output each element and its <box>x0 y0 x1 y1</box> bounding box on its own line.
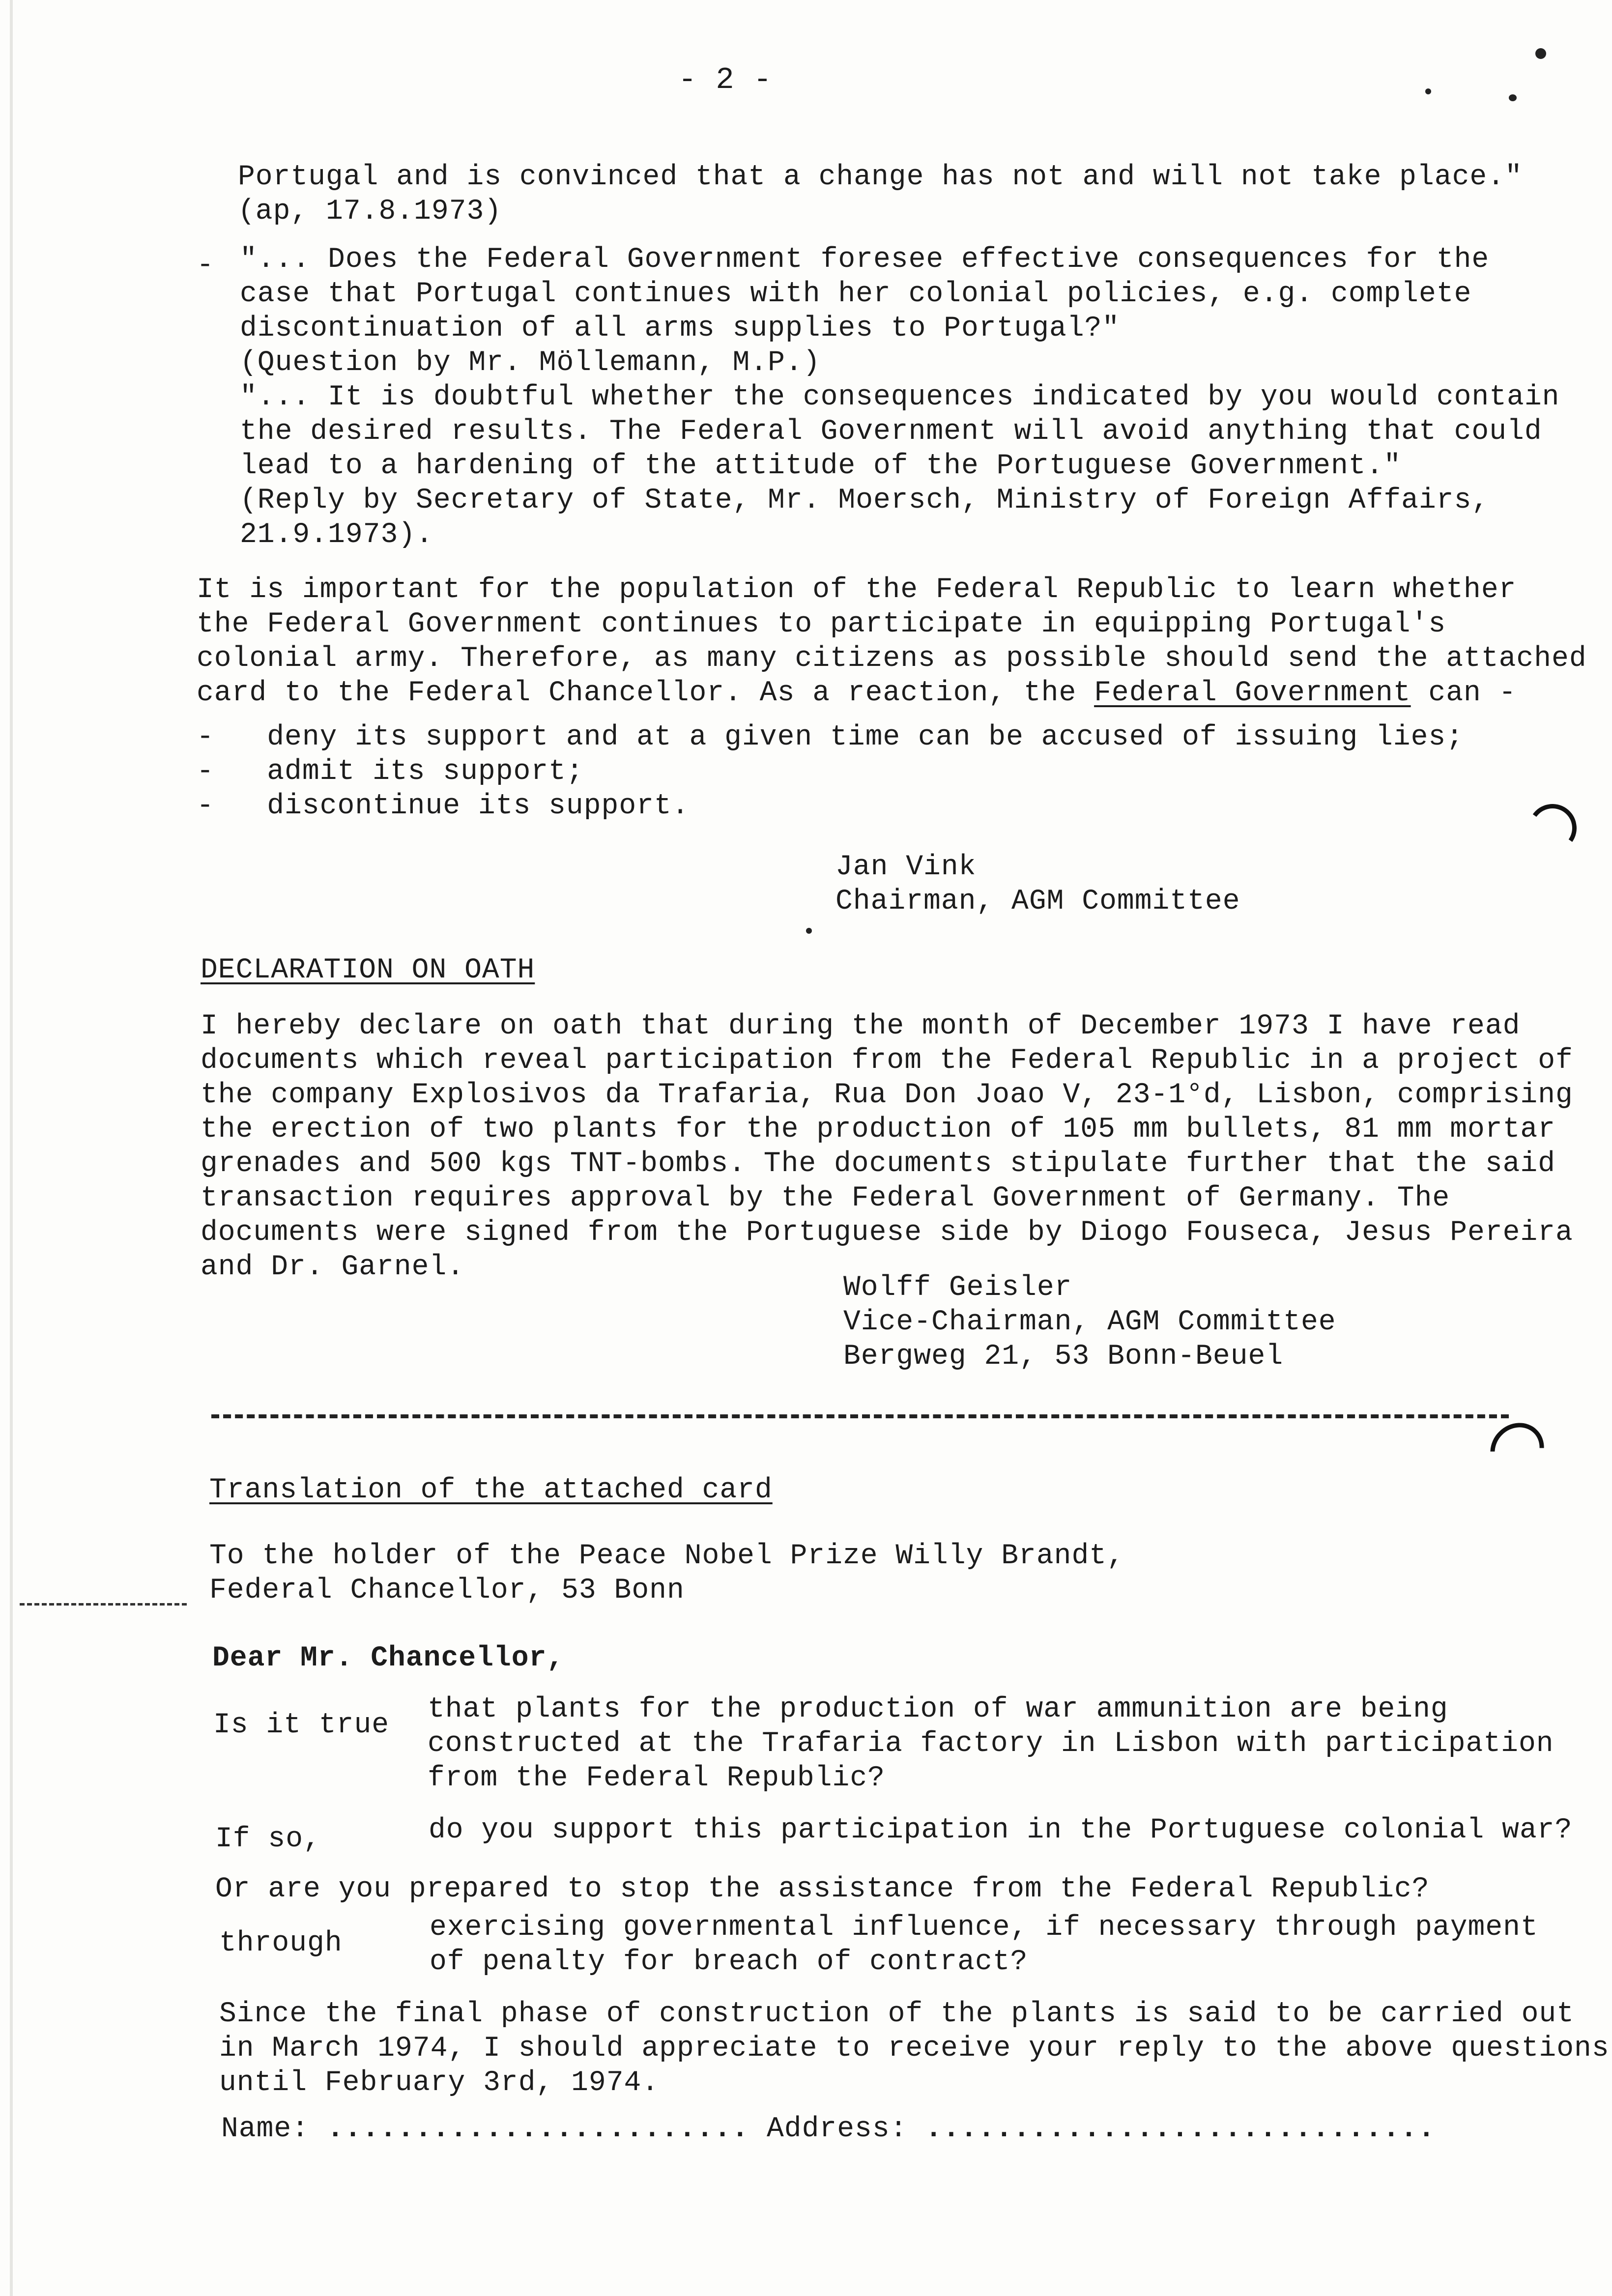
closing-line: until February 3rd, 1974. <box>219 2067 660 2099</box>
question-line: discontinuation of all arms supplies to Portugal?" <box>240 313 1120 344</box>
punch-hole-mark <box>1525 800 1581 856</box>
ink-speck <box>1535 48 1546 59</box>
q1-line: from the Federal Republic? <box>428 1762 885 1794</box>
signatory-name: Jan Vink <box>835 851 977 883</box>
signature-wolff-geisler <box>843 1271 1336 1374</box>
underlined-federal-government: Federal Government <box>1094 677 1411 709</box>
closing-line: in March 1974, I should appreciate to receive your reply to the above questions <box>219 2033 1610 2065</box>
dashed-separator <box>211 1414 1509 1418</box>
name-label: Name: <box>221 2113 310 2145</box>
list-item <box>197 755 1464 789</box>
question-line: case that Portugal continues with her colonial policies, e.g. complete <box>240 278 1472 310</box>
question-attribution: (Question by Mr. Möllemann, M.P.) <box>240 347 821 379</box>
ink-speck <box>1425 88 1431 94</box>
address-label: Address: <box>767 2113 908 2145</box>
ink-speck <box>806 928 812 934</box>
addressee-line: To the holder of the Peace Nobel Prize Willy Brandt, <box>209 1540 1124 1572</box>
declaration-line: and Dr. Garnel. <box>201 1251 465 1283</box>
paragraph-line: colonial army. Therefore, as many citizens as possible should send the attached <box>197 643 1587 675</box>
paragraph-text: can - <box>1410 677 1517 709</box>
card-salutation: Dear Mr. Chancellor, <box>212 1642 565 1674</box>
declaration-line: I hereby declare on oath that during the month of December 1973 I have read <box>201 1010 1521 1042</box>
scan-margin-line <box>10 0 13 2296</box>
options-list <box>197 720 1464 824</box>
q1-line: that plants for the production of war ammunition are being <box>428 1693 1448 1725</box>
q2-text: do you support this participation in the Portuguese colonial war? <box>429 1814 1573 1846</box>
paragraph-text: card to the Federal Chancellor. As a reaction, the <box>197 677 1094 709</box>
reply-attribution: (Reply by Secretary of State, Mr. Moersch, Ministry of Foreign Affairs, <box>240 485 1490 517</box>
list-item <box>197 789 1464 824</box>
signatory-title: Vice-Chairman, AGM Committee <box>843 1306 1336 1338</box>
card-heading: Translation of the attached card <box>209 1474 773 1506</box>
signature-jan-vink <box>835 850 1240 919</box>
q1-label: Is it true <box>213 1709 390 1741</box>
signatory-title: Chairman, AGM Committee <box>835 886 1240 918</box>
option-text: admit its support; <box>267 756 584 788</box>
q3-text: Or are you prepared to stop the assistance from the Federal Republic? <box>215 1873 1430 1905</box>
q1-line: constructed at the Trafaria factory in Lisbon with participation <box>428 1728 1554 1760</box>
quote-bullet: - <box>197 250 214 282</box>
q4-label: through <box>219 1927 343 1959</box>
paragraph-line: the Federal Government continues to participate in equipping Portugal's <box>197 608 1446 640</box>
addressee-line: Federal Chancellor, 53 Bonn <box>209 1575 685 1607</box>
q2-label: If so, <box>215 1823 321 1855</box>
declaration-line: the company Explosivos da Trafaria, Rua Don Joao V, 23-1°d, Lisbon, comprising <box>201 1079 1573 1111</box>
declaration-text <box>201 1009 1573 1285</box>
name-address-line <box>221 2112 1436 2147</box>
q4-line: of penalty for breach of contract? <box>430 1946 1028 1978</box>
reply-line: lead to a hardening of the attitude of the Portuguese Government." <box>240 450 1402 482</box>
question-line: "... Does the Federal Government foresee effective consequences for the <box>240 244 1490 276</box>
option-bullet: - <box>197 790 214 822</box>
quote-block <box>240 243 1559 552</box>
reply-line: the desired results. The Federal Government will avoid anything that could <box>240 416 1542 448</box>
option-bullet: - <box>197 756 214 788</box>
declaration-heading: DECLARATION ON OATH <box>201 954 535 986</box>
intro-line: (ap, 17.8.1973) <box>238 196 502 228</box>
paragraph-line: It is important for the population of the Federal Republic to learn whether <box>197 574 1517 606</box>
option-text: discontinue its support. <box>267 790 690 822</box>
important-paragraph <box>197 573 1587 711</box>
intro-line: Portugal and is convinced that a change has not and will not take place." <box>238 161 1523 193</box>
punch-hole-mark <box>1479 1412 1555 1488</box>
declaration-line: transaction requires approval by the Federal Government of Germany. The <box>201 1182 1450 1214</box>
closing-line: Since the final phase of construction of the plants is said to be carried out <box>219 1998 1575 2030</box>
card-closing <box>219 1997 1610 2100</box>
paragraph-last-line <box>197 676 1587 711</box>
declaration-line: documents were signed from the Portuguese side by Diogo Fouseca, Jesus Pereira <box>201 1217 1573 1249</box>
option-bullet: - <box>197 721 214 753</box>
signatory-address: Bergweg 21, 53 Bonn-Beuel <box>843 1341 1284 1373</box>
ink-speck <box>1509 94 1517 101</box>
card-addressee <box>209 1539 1124 1608</box>
option-text: deny its support and at a given time can be accused of issuing lies; <box>267 721 1464 753</box>
declaration-line: the erection of two plants for the production of 105 mm bullets, 81 mm mortar <box>201 1114 1556 1146</box>
pen-stroke <box>20 1603 187 1606</box>
name-blank[interactable]: ........................ <box>326 2113 749 2145</box>
address-blank[interactable]: ............................. <box>925 2113 1436 2145</box>
reply-date: 21.9.1973). <box>240 519 433 551</box>
page-number: - 2 - <box>678 62 773 97</box>
q4-line: exercising governmental influence, if necessary through payment <box>430 1912 1538 1944</box>
signatory-name: Wolff Geisler <box>843 1272 1072 1304</box>
q1-text <box>428 1693 1554 1796</box>
reply-line: "... It is doubtful whether the consequences indicated by you would contain <box>240 381 1560 413</box>
list-item <box>197 720 1464 755</box>
intro-paragraph <box>238 160 1523 229</box>
q4-text <box>430 1911 1538 1980</box>
declaration-line: grenades and 500 kgs TNT-bombs. The documents stipulate further that the said <box>201 1148 1556 1180</box>
declaration-line: documents which reveal participation from the Federal Republic in a project of <box>201 1045 1573 1077</box>
